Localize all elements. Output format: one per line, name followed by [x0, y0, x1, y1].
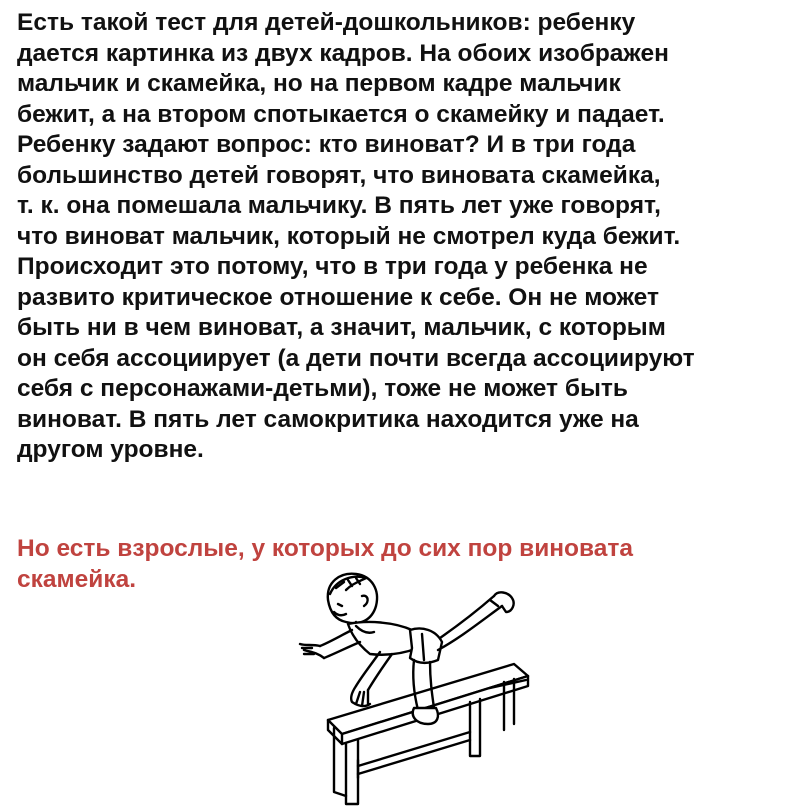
- main-text-line: Есть такой тест для детей-дошкольников: ребенку: [17, 9, 636, 36]
- main-text-line: другом уровне.: [17, 436, 204, 463]
- main-text-line: он себя ассоциирует (а дети почти всегда ассоциируют: [17, 344, 695, 372]
- punchline-line: Но есть взрослые, у которых до сих пор виновата: [17, 535, 634, 562]
- main-text-line: мальчик и скамейка, но на первом кадре мальчик: [17, 70, 621, 97]
- main-text-line: себя с персонажами-детьми), тоже не может быть: [17, 375, 628, 402]
- main-text-line: Происходит это потому, что в три года у ребенка не: [17, 253, 648, 280]
- main-text-line: большинство детей говорят, что виновата скамейка,: [17, 161, 661, 189]
- main-text-line: виноват. В пять лет самокритика находится уже на: [17, 405, 639, 433]
- main-text-line: что виноват мальчик, который не смотрел куда бежит.: [17, 222, 681, 250]
- boy-tripping-over-bench-drawing: [290, 560, 530, 807]
- main-text-line: дается картинка из двух кадров. На обоих изображен: [17, 39, 669, 67]
- main-text-line: бежит, а на втором спотыкается о скамейку и падает.: [17, 100, 665, 128]
- main-text-line: т. к. она помешала мальчику. В пять лет уже говорят,: [17, 192, 661, 219]
- punchline-line: скамейка.: [17, 565, 137, 593]
- main-text-line: Ребенку задают вопрос: кто виноват? И в три года: [17, 131, 636, 158]
- main-text: [17, 8, 797, 466]
- main-text-line: быть ни в чем виноват, а значит, мальчик, с которым: [17, 314, 666, 341]
- main-text-line: развито критическое отношение к себе. Он не может: [17, 283, 659, 311]
